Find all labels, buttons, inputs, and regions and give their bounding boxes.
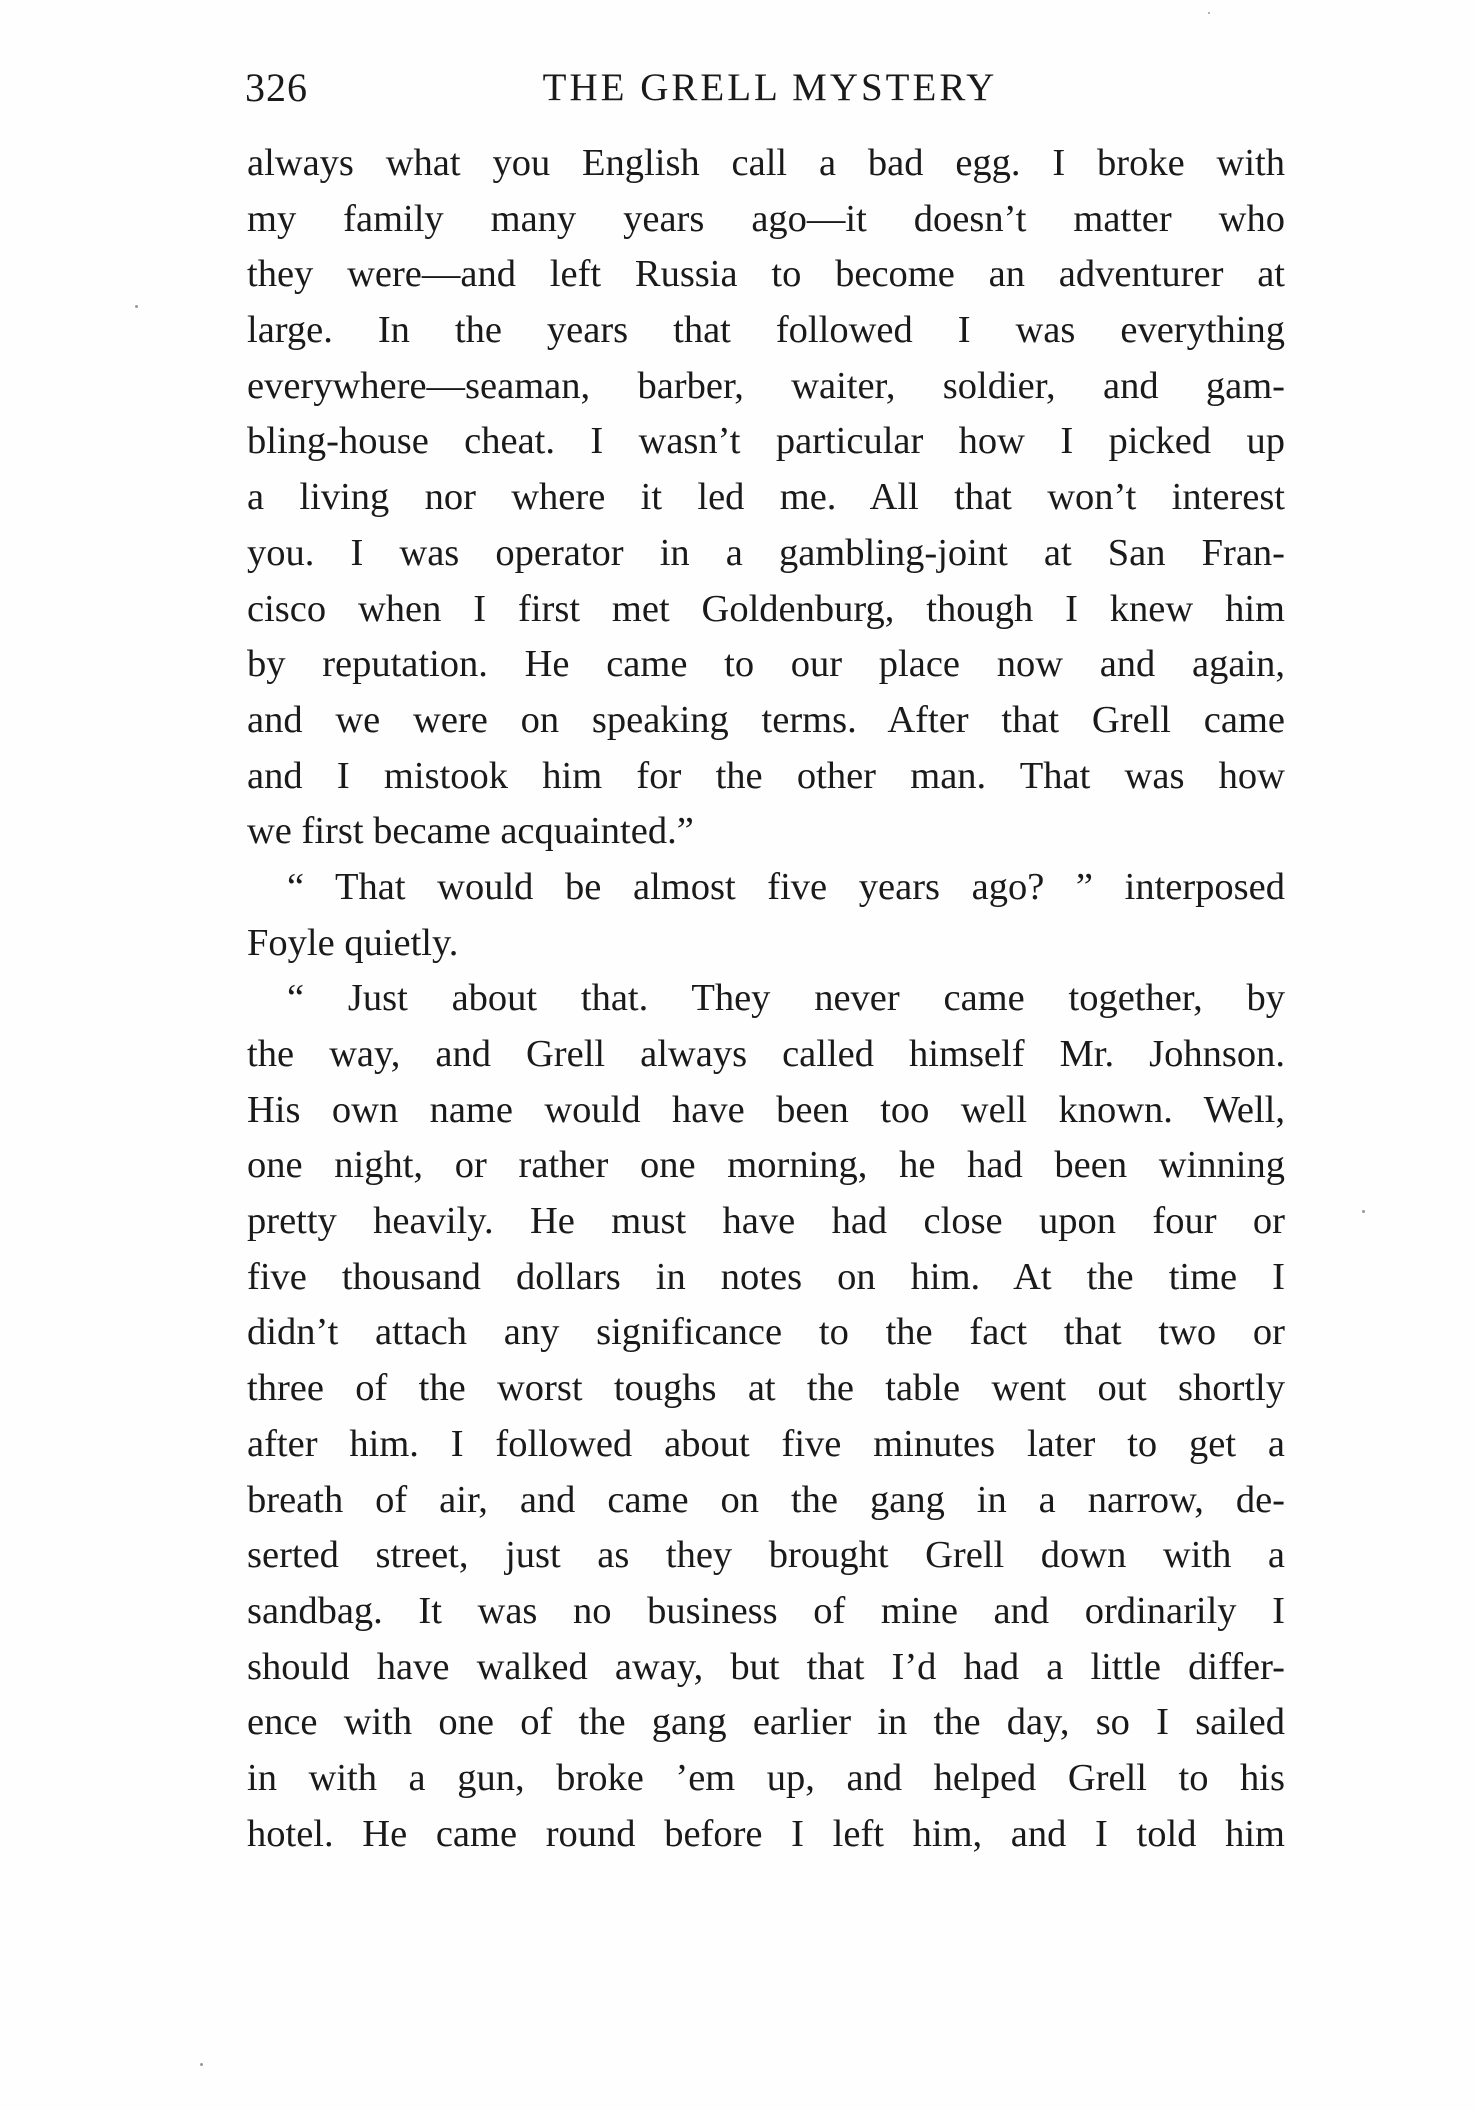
paper-speck (1362, 1210, 1365, 1213)
text-line: you. I was operator in a gambling-joint at San Fran- (247, 531, 1285, 574)
body-text (247, 136, 1285, 1862)
text-line: five thousand dollars in notes on him. At the time I (247, 1255, 1285, 1298)
text-line: always what you English call a bad egg. I broke with (247, 142, 1285, 184)
running-head (245, 58, 1285, 118)
text-line: in with a gun, broke ’em up, and helped Grell to his (247, 1756, 1285, 1799)
text-line: didn’t attach any significance to the fact that two or (247, 1311, 1285, 1354)
text-line: everywhere—seaman, barber, waiter, soldier, and gam- (247, 364, 1285, 407)
paper-speck (135, 305, 138, 308)
paper-speck (200, 2063, 203, 2066)
running-title: THE GRELL MYSTERY (542, 66, 998, 109)
text-line: serted street, just as they brought Grell down with a (247, 1534, 1285, 1577)
text-line: the way, and Grell always called himself Mr. Johnson. (247, 1033, 1285, 1075)
text-line: bling-house cheat. I wasn’t particular how I picked up (247, 420, 1285, 463)
text-line: after him. I followed about five minutes later to get a (247, 1422, 1285, 1465)
text-line: “ That would be almost five years ago? ” interposed (287, 865, 1285, 908)
text-line: and we were on speaking terms. After that Grell came (247, 698, 1285, 741)
text-line: “ Just about that. They never came together, by (287, 977, 1285, 1020)
text-line: ence with one of the gang earlier in the day, so I sailed (247, 1701, 1285, 1744)
paper-speck (1208, 12, 1210, 14)
text-line: large. In the years that followed I was everything (247, 309, 1285, 352)
text-line: Foyle quietly. (247, 921, 459, 964)
text-line: breath of air, and came on the gang in a narrow, de- (247, 1478, 1285, 1521)
text-line: a living nor where it led me. All that won’t interest (247, 476, 1285, 519)
text-line: His own name would have been too well known. Well, (247, 1088, 1285, 1131)
text-line: pretty heavily. He must have had close upon four or (247, 1200, 1285, 1243)
page-number: 326 (245, 65, 308, 110)
text-line: and I mistook him for the other man. That was how (247, 754, 1285, 797)
text-line: sandbag. It was no business of mine and ordinarily I (247, 1589, 1285, 1632)
text-line: cisco when I first met Goldenburg, though I knew him (247, 587, 1285, 630)
text-line: we first became acquainted.” (247, 810, 694, 853)
text-line: they were—and left Russia to become an adventurer at (247, 253, 1285, 296)
text-line: should have walked away, but that I’d had a little differ- (247, 1645, 1285, 1688)
text-line: three of the worst toughs at the table went out shortly (247, 1367, 1285, 1410)
text-line: my family many years ago—it doesn’t matter who (247, 197, 1285, 240)
text-line: hotel. He came round before I left him, and I told him (247, 1812, 1285, 1855)
text-line: one night, or rather one morning, he had been winning (247, 1144, 1285, 1187)
text-line: by reputation. He came to our place now and again, (247, 643, 1285, 686)
